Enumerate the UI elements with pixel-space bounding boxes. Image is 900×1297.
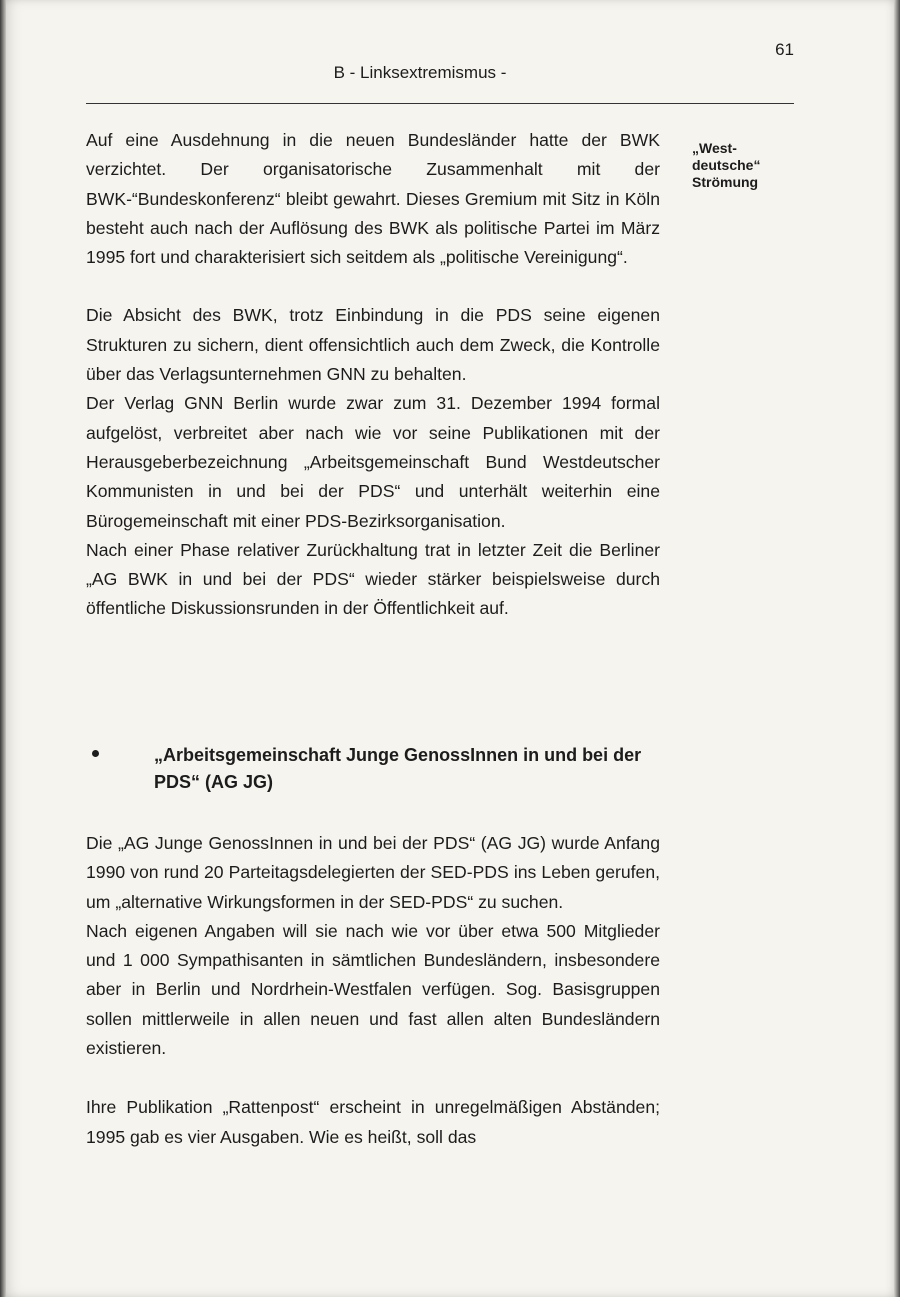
paragraph: Nach einer Phase relativer Zurückhaltung trat in letzter Zeit die Berliner „AG BWK in und bei der PDS“ wieder stärker beispielsweise durch öffentliche Diskussionsrunden in der Öffentlichkeit auf.: [86, 539, 660, 619]
running-head: B - Linksextremismus -: [333, 63, 507, 82]
section-ag-jg: [86, 829, 660, 1152]
margin-note-line: Strömung: [692, 174, 759, 190]
section-heading: [86, 742, 660, 796]
section-bwk: [86, 126, 660, 624]
margin-note: [692, 140, 802, 191]
page-right-edge: [894, 0, 900, 1297]
paragraph: Auf eine Ausdehnung in die neuen Bundesländer hatte der BWK verzichtet. Der organisatorische Zusammenhalt mit der BWK-“Bundeskonferenz“ bleibt gewahrt. Dieses Gremium mit Sitz in Köln besteht auch nach der Auflösung des BWK als politische Partei im März 1995 fort und charakterisiert sich seitdem als „politische Vereinigung“.: [86, 130, 660, 268]
paragraph: Nach eigenen Angaben will sie nach wie vor über etwa 500 Mitglieder und 1 000 Sympathisanten in sämtlichen Bundesländern, insbesondere aber in Berlin und Nordrhein-Westfalen verfügen. Sog. Basisgruppen sollen mittlerweile in allen neuen und fast allen alten Bundesländern existieren.: [86, 920, 660, 1059]
margin-note-line: „West-: [692, 140, 737, 156]
section-heading-text: „Arbeitsgemeinschaft Junge GenossInnen in und bei der PDS“ (AG JG): [154, 745, 642, 792]
header-rule: [86, 103, 794, 104]
paragraph: Der Verlag GNN Berlin wurde zwar zum 31. Dezember 1994 formal aufgelöst, verbreitet aber nach wie vor seine Publikationen mit der Herausgeberbezeichnung „Arbeitsgemeinschaft Bund Westdeutscher Kommunisten in und bei der PDS“ und unterhält weiterhin eine Bürogemeinschaft mit einer PDS-Bezirksorganisation.: [86, 393, 660, 531]
margin-note-line: deutsche“: [692, 157, 761, 173]
page-left-edge: [0, 0, 6, 1297]
bullet-icon: [92, 750, 99, 757]
paragraph: Ihre Publikation „Rattenpost“ erscheint in unregelmäßigen Abständen; 1995 gab es vier Ausgaben. Wie es heißt, soll das: [86, 1097, 660, 1147]
page-number: 61: [775, 40, 794, 59]
paragraph: Die Absicht des BWK, trotz Einbindung in die PDS seine eigenen Strukturen zu sichern, dient offensichtlich auch dem Zweck, die Kontrolle über das Verlagsunternehmen GNN zu behalten.: [86, 305, 660, 385]
paragraph: Die „AG Junge GenossInnen in und bei der PDS“ (AG JG) wurde Anfang 1990 von rund 20 Parteitagsdelegierten der SED-PDS ins Leben gerufen, um „alternative Wirkungsformen in der SED-PDS“ zu suchen.: [86, 833, 660, 912]
